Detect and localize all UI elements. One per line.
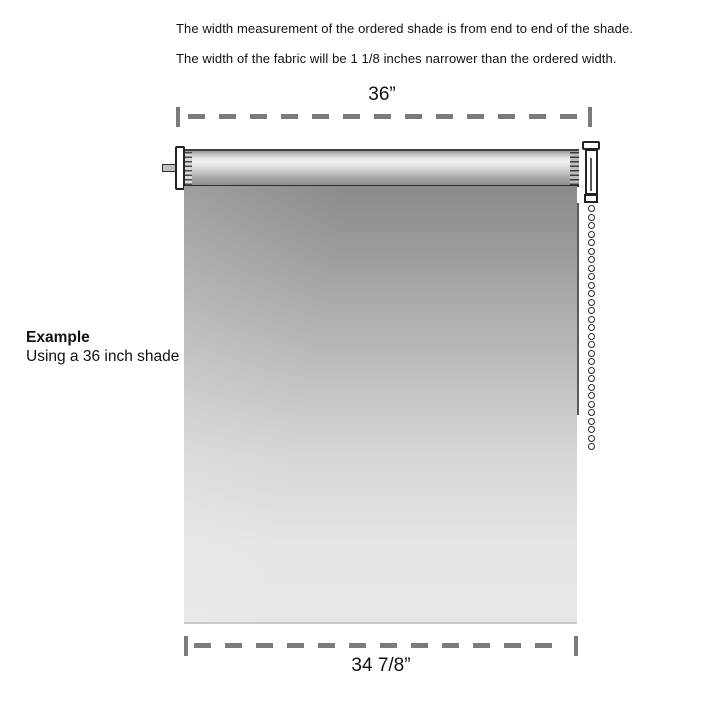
chain-bead [588, 392, 595, 399]
chain-return-line [577, 203, 579, 415]
chain-bead [588, 265, 595, 272]
chain-bead [588, 341, 595, 348]
chain-bead [588, 256, 595, 263]
chain-bead [588, 239, 595, 246]
example-subtitle: Using a 36 inch shade [26, 348, 180, 365]
top-dimension-line [188, 114, 582, 119]
ordered-width-label: 36” [368, 84, 396, 105]
example-caption [26, 328, 179, 366]
chain-bead [588, 290, 595, 297]
instruction-line-2: The width of the fabric will be 1 1/8 inches narrower than the ordered width. [176, 51, 617, 66]
chain-bead [588, 214, 595, 221]
right-bracket-chain-slot [590, 158, 592, 191]
chain-bead [588, 324, 595, 331]
example-title: Example [26, 329, 90, 346]
roller-left-serration [185, 152, 192, 185]
chain-bead [588, 307, 595, 314]
chain-bead [588, 418, 595, 425]
chain-bead [588, 401, 595, 408]
chain-bead [588, 443, 595, 450]
chain-bead [588, 299, 595, 306]
chain-bead [588, 358, 595, 365]
top-dimension-right-tick [588, 107, 592, 127]
chain-bead [588, 435, 595, 442]
bead-chain [588, 205, 595, 452]
chain-bead [588, 222, 595, 229]
chain-bead [588, 409, 595, 416]
left-bracket-pin [162, 164, 176, 172]
fabric-width-label: 34 7/8” [351, 655, 411, 676]
top-dimension-left-tick [176, 107, 180, 127]
shade-fabric [184, 186, 577, 624]
instruction-line-1: The width measurement of the ordered shade is from end to end of the shade. [176, 21, 633, 36]
roller-right-end-cap [570, 152, 579, 185]
right-bracket-foot [584, 194, 598, 203]
chain-bead [588, 333, 595, 340]
bottom-dimension-right-tick [574, 636, 578, 656]
chain-bead [588, 316, 595, 323]
chain-bead [588, 273, 595, 280]
chain-bead [588, 205, 595, 212]
chain-bead [588, 350, 595, 357]
chain-bead [588, 426, 595, 433]
chain-bead [588, 384, 595, 391]
chain-bead [588, 248, 595, 255]
bottom-dimension-line [194, 643, 566, 648]
chain-bead [588, 375, 595, 382]
left-bracket [175, 146, 185, 190]
roller-tube [182, 149, 579, 187]
chain-bead [588, 367, 595, 374]
chain-bead [588, 231, 595, 238]
bottom-dimension-left-tick [184, 636, 188, 656]
chain-bead [588, 282, 595, 289]
